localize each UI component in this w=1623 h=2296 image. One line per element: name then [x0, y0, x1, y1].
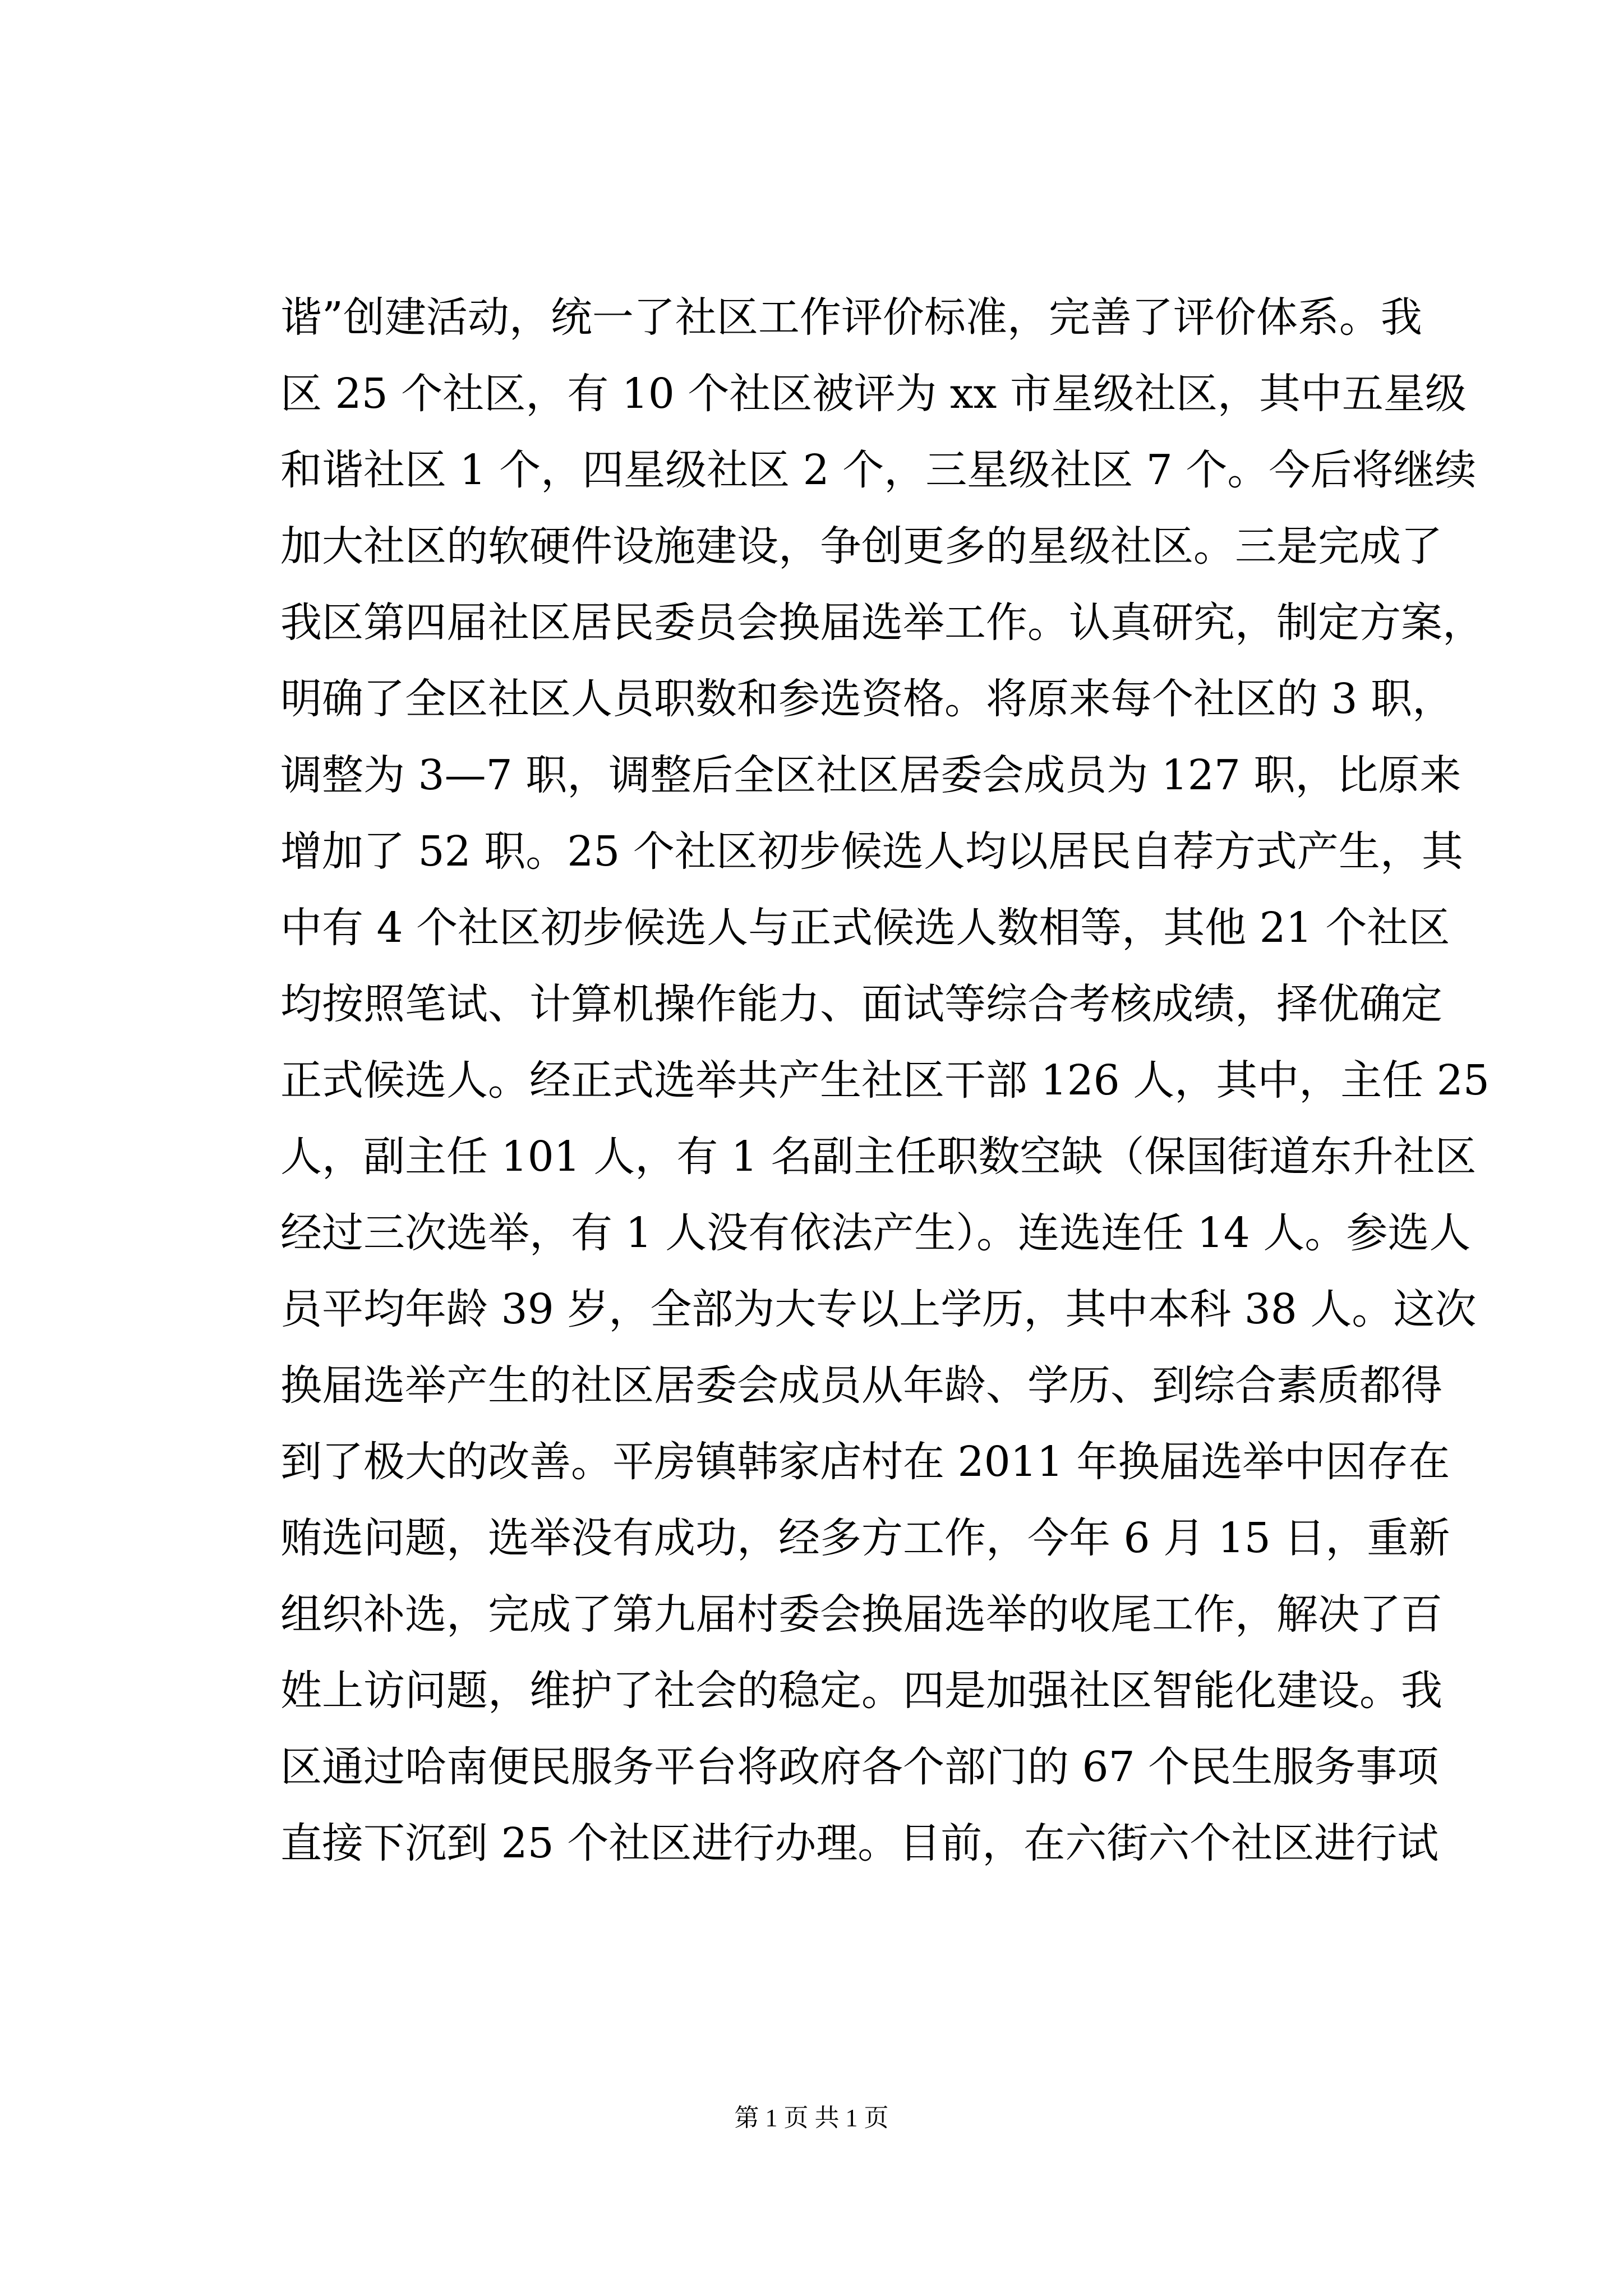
page-footer: 第 1 页 共 1 页 — [734, 2104, 889, 2132]
text-line: 调整为 3—7 职，调整后全区社区居委会成员为 127 职，比原来 — [280, 751, 1461, 799]
text-line: 经过三次选举，有 1 人没有依法产生）。连选连任 14 人。参选人 — [280, 1209, 1471, 1257]
text-line: 贿选问题，选举没有成功，经多方工作，今年 6 月 15 日，重新 — [280, 1514, 1450, 1562]
text-line: 均按照笔试、计算机操作能力、面试等综合考核成绩，择优确定 — [280, 980, 1442, 1028]
text-line: 人，副主任 101 人，有 1 名副主任职数空缺（保国街道东升社区 — [280, 1133, 1477, 1181]
text-line: 谐”创建活动，统一了社区工作评价标准，完善了评价体系。我 — [280, 293, 1422, 342]
text-line: 增加了 52 职。25 个社区初步候选人均以居民自荐方式产生，其 — [280, 827, 1463, 876]
text-line: 组织补选，完成了第九届村委会换届选举的收尾工作，解决了百 — [280, 1590, 1442, 1639]
text-line: 区 25 个社区，有 10 个社区被评为 xx 市星级社区，其中五星级 — [280, 370, 1467, 418]
text-line: 区通过哈南便民服务平台将政府各个部门的 67 个民生服务事项 — [280, 1743, 1439, 1791]
text-line: 换届选举产生的社区居委会成员从年龄、学历、到综合素质都得 — [280, 1361, 1442, 1410]
text-line: 我区第四届社区居民委员会换届选举工作。认真研究，制定方案， — [280, 599, 1484, 647]
text-line: 到了极大的改善。平房镇韩家店村在 2011 年换届选举中因存在 — [280, 1438, 1450, 1486]
text-line: 和谐社区 1 个，四星级社区 2 个，三星级社区 7 个。今后将继续 — [280, 446, 1477, 494]
text-line: 直接下沉到 25 个社区进行办理。目前，在六街六个社区进行试 — [280, 1819, 1439, 1867]
text-line: 中有 4 个社区初步候选人与正式候选人数相等，其他 21 个社区 — [280, 904, 1450, 952]
text-line: 员平均年龄 39 岁，全部为大专以上学历，其中本科 38 人。这次 — [280, 1285, 1477, 1333]
body-text — [280, 279, 1490, 1881]
text-line: 姓上访问题，维护了社会的稳定。四是加强社区智能化建设。我 — [280, 1667, 1442, 1715]
text-line: 加大社区的软硬件设施建设，争创更多的星级社区。三是完成了 — [280, 522, 1442, 570]
text-line: 正式候选人。经正式选举共产生社区干部 126 人，其中，主任 25 — [280, 1056, 1490, 1105]
text-line: 明确了全区社区人员职数和参选资格。将原来每个社区的 3 职， — [280, 675, 1454, 723]
